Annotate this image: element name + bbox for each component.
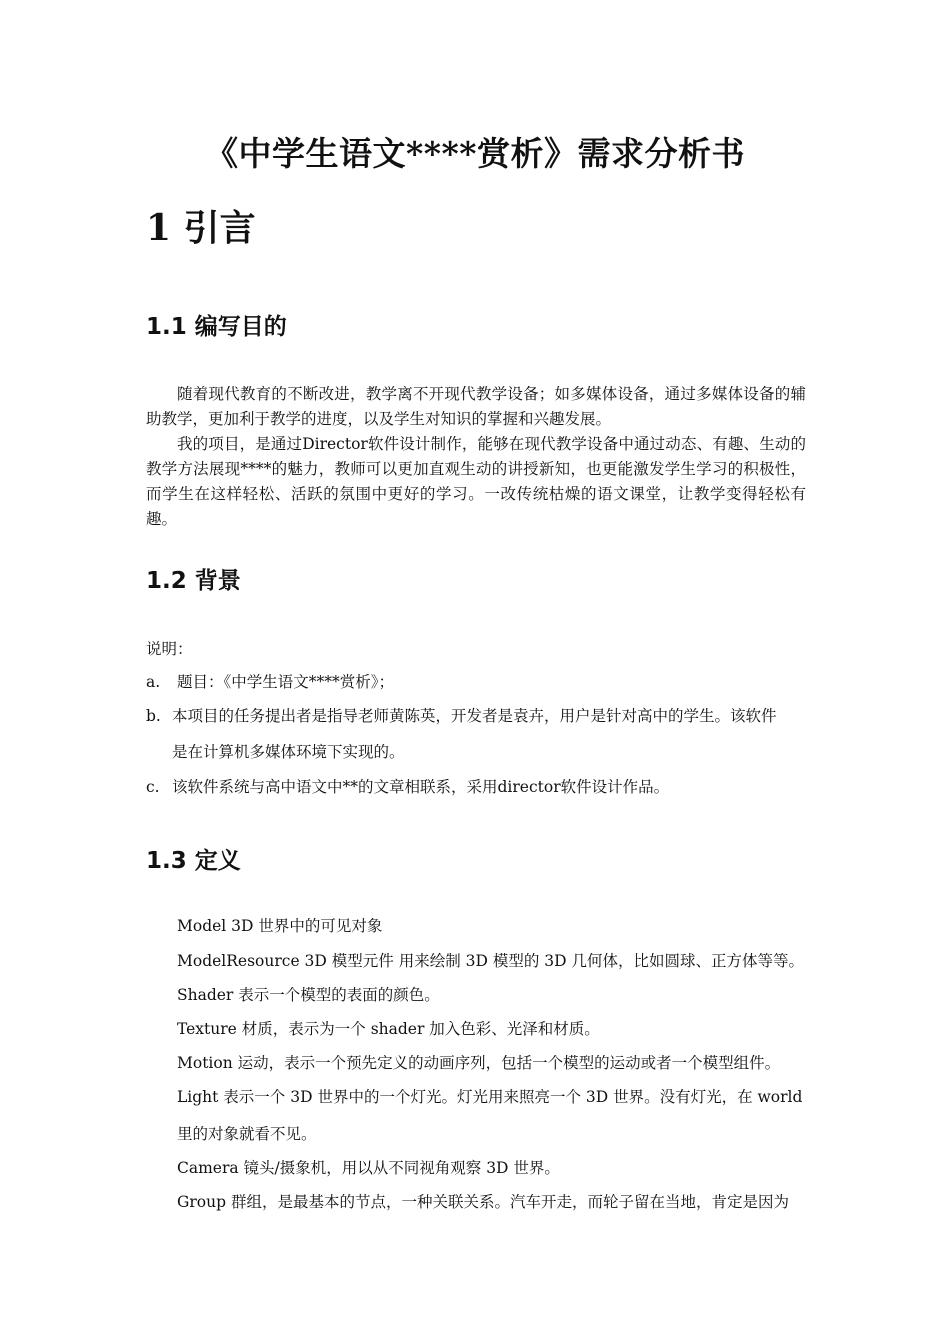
list-marker-c: c. [146, 778, 160, 796]
heading-definitions: 1.3 定义 [146, 848, 241, 874]
heading-purpose: 1.1 编写目的 [146, 314, 287, 340]
list-item-b-continuation: 是在计算机多媒体环境下实现的。 [172, 743, 405, 761]
paragraph-purpose-1: 随着现代教育的不断改进，教学离不开现代教学设备；如多媒体设备，通过多媒体设备的辅助教学，更加利于教学的进度，以及学生对知识的掌握和兴趣发展。 [146, 385, 806, 428]
list-marker-a: a. [146, 673, 161, 691]
definition-shader: Shader 表示一个模型的表面的颜色。 [177, 986, 440, 1004]
paragraph-purpose-2: 我的项目，是通过Director软件设计制作，能够在现代教学设备中通过动态、有趣、生动的教学方法展现****的魅力，教师可以更加直观生动的讲授新知，也更能激发学生学习的积极性，而学生在这样轻松、活跃的氛围中更好的学习。一改传统枯燥的语文课堂，让教学变得轻松有趣。 [146, 435, 806, 528]
definition-texture: Texture 材质，表示为一个 shader 加入色彩、光泽和材质。 [177, 1020, 600, 1038]
list-item-a: 题目：《中学生语文****赏析》； [177, 673, 395, 691]
definition-light-continuation: 里的对象就看不见。 [177, 1125, 317, 1143]
list-item-c: 该软件系统与高中语文中**的文章相联系，采用director软件设计作品。 [172, 778, 670, 796]
heading-introduction: 1 引言 [146, 207, 256, 249]
list-marker-b: b. [146, 707, 161, 725]
list-item-b: 本项目的任务提出者是指导老师黄陈英，开发者是袁卉，用户是针对高中的学生。该软件 [172, 707, 777, 725]
definition-group: Group 群组，是最基本的节点，一种关联关系。汽车开走，而轮子留在当地，肯定是因为 [177, 1193, 789, 1211]
background-note-label: 说明： [146, 640, 193, 658]
definition-light: Light 表示一个 3D 世界中的一个灯光。灯光用来照亮一个 3D 世界。没有灯光，在 world [177, 1088, 803, 1106]
document-title: 《中学生语文****赏析》需求分析书 [204, 134, 746, 173]
heading-background: 1.2 背景 [146, 568, 241, 594]
definition-model: Model 3D 世界中的可见对象 [177, 917, 383, 935]
definition-motion: Motion 运动，表示一个预先定义的动画序列，包括一个模型的运动或者一个模型组件。 [177, 1054, 781, 1072]
definition-camera: Camera 镜头/摄象机，用以从不同视角观察 3D 世界。 [177, 1159, 560, 1177]
definition-modelresource: ModelResource 3D 模型元件 用来绘制 3D 模型的 3D 几何体，比如圆球、正方体等等。 [177, 952, 804, 970]
